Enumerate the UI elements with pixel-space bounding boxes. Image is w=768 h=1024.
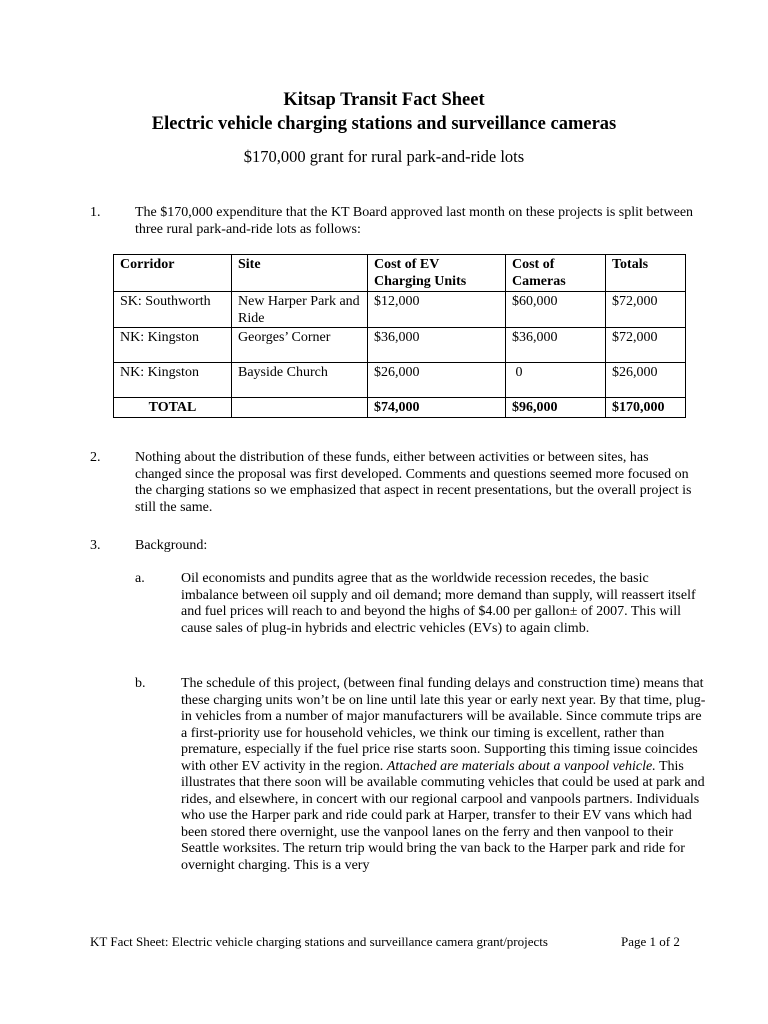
table-cell: $36,000	[368, 328, 506, 363]
item-2-text: Nothing about the distribution of these funds, either between activities or between sites, has changed since the proposal was first developed. Comments and questions seemed more focused on the charging stations so we emphasized that aspect in recent presentations, but the overall project is still the same.	[135, 450, 692, 515]
table-header-row	[114, 255, 686, 292]
table-cell: $170,000	[606, 398, 686, 418]
table-row	[114, 328, 686, 363]
item-3b-text	[181, 676, 706, 874]
table-cell: NK: Kingston	[114, 363, 232, 398]
item-3-number: 3.	[90, 538, 101, 553]
item-2-number: 2.	[90, 450, 101, 465]
funds-table	[113, 254, 686, 418]
table-cell: Bayside Church	[232, 363, 368, 398]
table-cell: New Harper Park and Ride	[232, 292, 368, 328]
table-cell: $26,000	[606, 363, 686, 398]
column-header: Totals	[606, 255, 686, 292]
title-line-2: Electric vehicle charging stations and surveillance cameras	[151, 114, 617, 134]
total-label: TOTAL	[114, 398, 232, 418]
item-3-text: Background:	[135, 538, 208, 553]
column-header: Site	[232, 255, 368, 292]
table-cell: 0	[506, 363, 606, 398]
page-number: Page 1 of 2	[621, 934, 680, 949]
table-total-row	[114, 398, 686, 418]
table-row	[114, 363, 686, 398]
table-cell: $12,000	[368, 292, 506, 328]
item-3b-text-part-1: The schedule of this project, (between final funding delays and construction time) means that these charging units won’t be on line until late this year or early next year. By that time, plug-in vehicles from a number of major manufacturers will be available. Since commute trips are a first-priority use for household vehicles, we think our timing is excellent, rather than premature, especially if the fuel price rise starts soon. Supporting this timing issue coincides with other EV activity in the region.	[181, 676, 706, 774]
item-3b-italic-note: Attached are materials about a vanpool vehicle.	[386, 758, 656, 774]
table-cell: NK: Kingston	[114, 328, 232, 363]
item-3b-letter: b.	[135, 676, 146, 691]
column-header: Corridor	[114, 255, 232, 292]
item-3a-text: Oil economists and pundits agree that as the worldwide recession recedes, the basic imbalance between oil supply and oil demand; more demand than supply, will reassert itself and fuel prices will reach to and beyond the highs of $4.00 per gallon± of 2007. This will cause sales of plug-in hybrids and electric vehicles (EVs) to again climb.	[181, 571, 696, 636]
item-3b-text-part-2: This illustrates that there soon will be available commuting vehicles that could be used at park and rides, and elsewhere, in concert with our regional carpool and vanpools partners. Individuals who use the Harper park and ride could park at Harper, transfer to their EV vans which had been stored there overnight, use the vanpool lanes on the ferry and then vanpool to their Seattle worksites. The return trip would bring the van back to the Harper park and ride for overnight charging. This is a very	[181, 758, 705, 873]
table-cell: $72,000	[606, 328, 686, 363]
table-row	[114, 292, 686, 328]
item-1-number: 1.	[90, 205, 101, 220]
table-cell: $72,000	[606, 292, 686, 328]
table-cell	[232, 398, 368, 418]
table-cell: $26,000	[368, 363, 506, 398]
table-cell: $74,000	[368, 398, 506, 418]
item-1-text: The $170,000 expenditure that the KT Board approved last month on these projects is split between three rural park-and-ride lots as follows:	[135, 205, 694, 237]
table-cell: $60,000	[506, 292, 606, 328]
column-header: Cost of EV Charging Units	[368, 255, 506, 292]
footer-text: KT Fact Sheet: Electric vehicle charging stations and surveillance camera grant/projects	[90, 934, 548, 949]
item-3a-letter: a.	[135, 571, 145, 586]
column-header: Cost of Cameras	[506, 255, 606, 292]
table-cell: $36,000	[506, 328, 606, 363]
subtitle: $170,000 grant for rural park-and-ride lots	[243, 147, 525, 166]
table-cell: Georges’ Corner	[232, 328, 368, 363]
table-cell: $96,000	[506, 398, 606, 418]
table-cell: SK: Southworth	[114, 292, 232, 328]
title-line-1: Kitsap Transit Fact Sheet	[283, 90, 485, 110]
